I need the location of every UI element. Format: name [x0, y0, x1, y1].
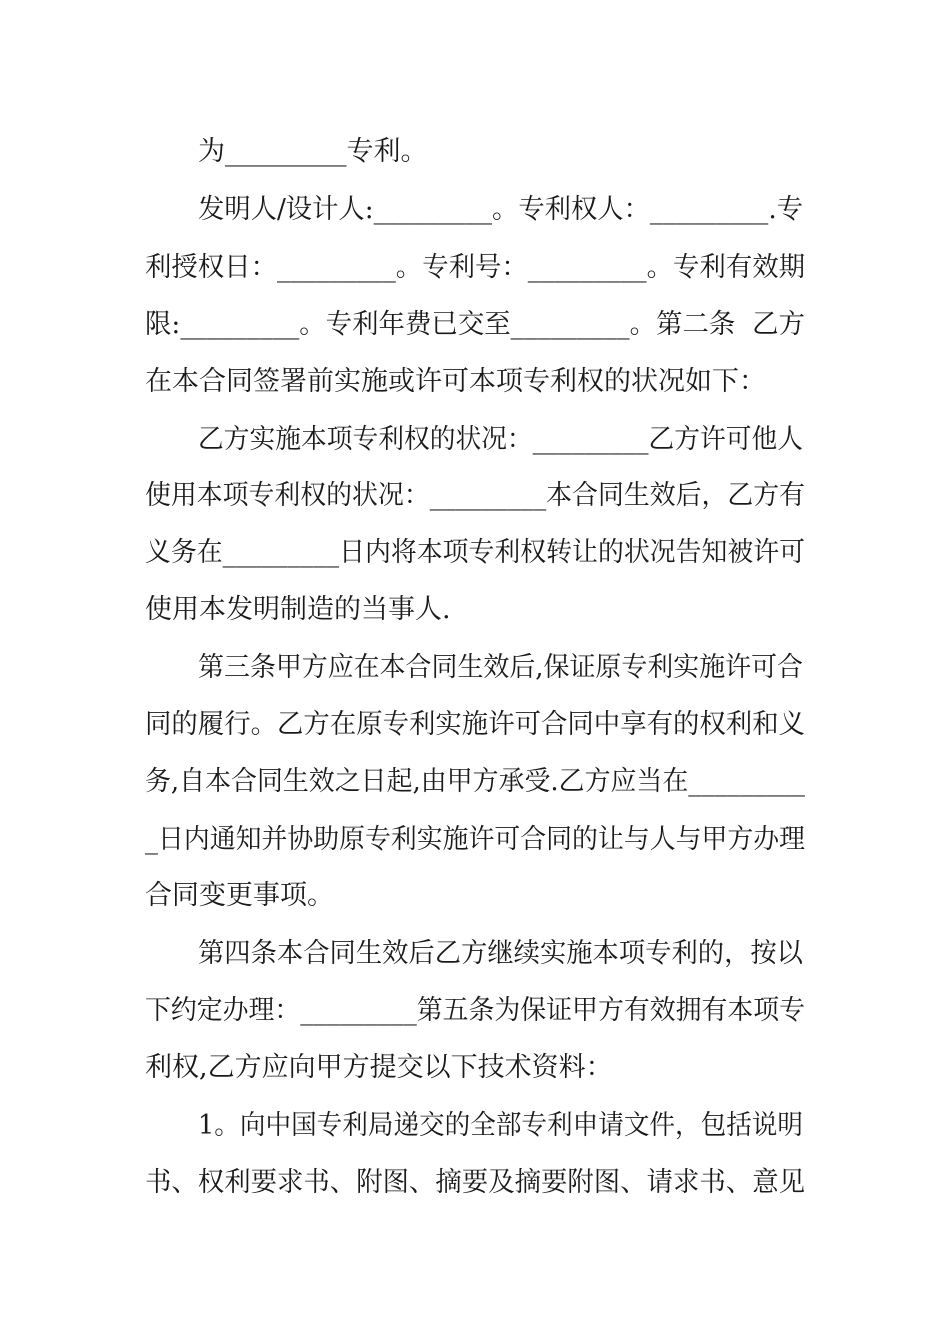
text-line: 乙方实施本项专利权的状况：_________乙方许可他人 — [198, 424, 803, 455]
text-line: _日内通知并协助原专利实施许可合同的让与人与甲方办理 — [145, 824, 805, 855]
text-line: 在本合同签署前实施或许可本项专利权的状况如下： — [145, 366, 766, 397]
text-line: 1。向中国专利局递交的全部专利申请文件，包括说明 — [198, 1110, 804, 1141]
text-line: 下约定办理：_________第五条为保证甲方有效拥有本项专 — [145, 995, 805, 1026]
text-line: 合同变更事项。 — [145, 880, 334, 911]
text-line: 为_________专利。 — [198, 136, 428, 167]
text-line: 义务在_________日内将本项专利权转让的状况告知被许可 — [145, 537, 805, 568]
text-line: 书、权利要求书、附图、摘要及摘要附图、请求书、意见 — [145, 1167, 806, 1198]
text-line: 第四条本合同生效后乙方继续实施本项专利的，按以 — [198, 938, 803, 969]
text-line: 限:_________。专利年费已交至_________。第二条 乙方 — [145, 309, 805, 340]
text-line: 务,自本合同生效之日起,由甲方承受.乙方应当在_________ — [145, 766, 805, 797]
text-line: 第三条甲方应在本合同生效后,保证原专利实施许可合 — [198, 652, 803, 683]
text-line: 使用本发明制造的当事人. — [145, 594, 451, 625]
text-line: 利授权日：_________。专利号：_________。专利有效期 — [145, 252, 806, 283]
text-line: 使用本项专利权的状况：_________本合同生效后，乙方有 — [145, 480, 805, 511]
text-line: 发明人/设计人:_________。专利权人：_________.专 — [198, 194, 804, 225]
text-line: 同的履行。乙方在原专利实施许可合同中享有的权利和义 — [145, 709, 806, 740]
text-line: 利权,乙方应向甲方提交以下技术资料： — [145, 1052, 613, 1083]
